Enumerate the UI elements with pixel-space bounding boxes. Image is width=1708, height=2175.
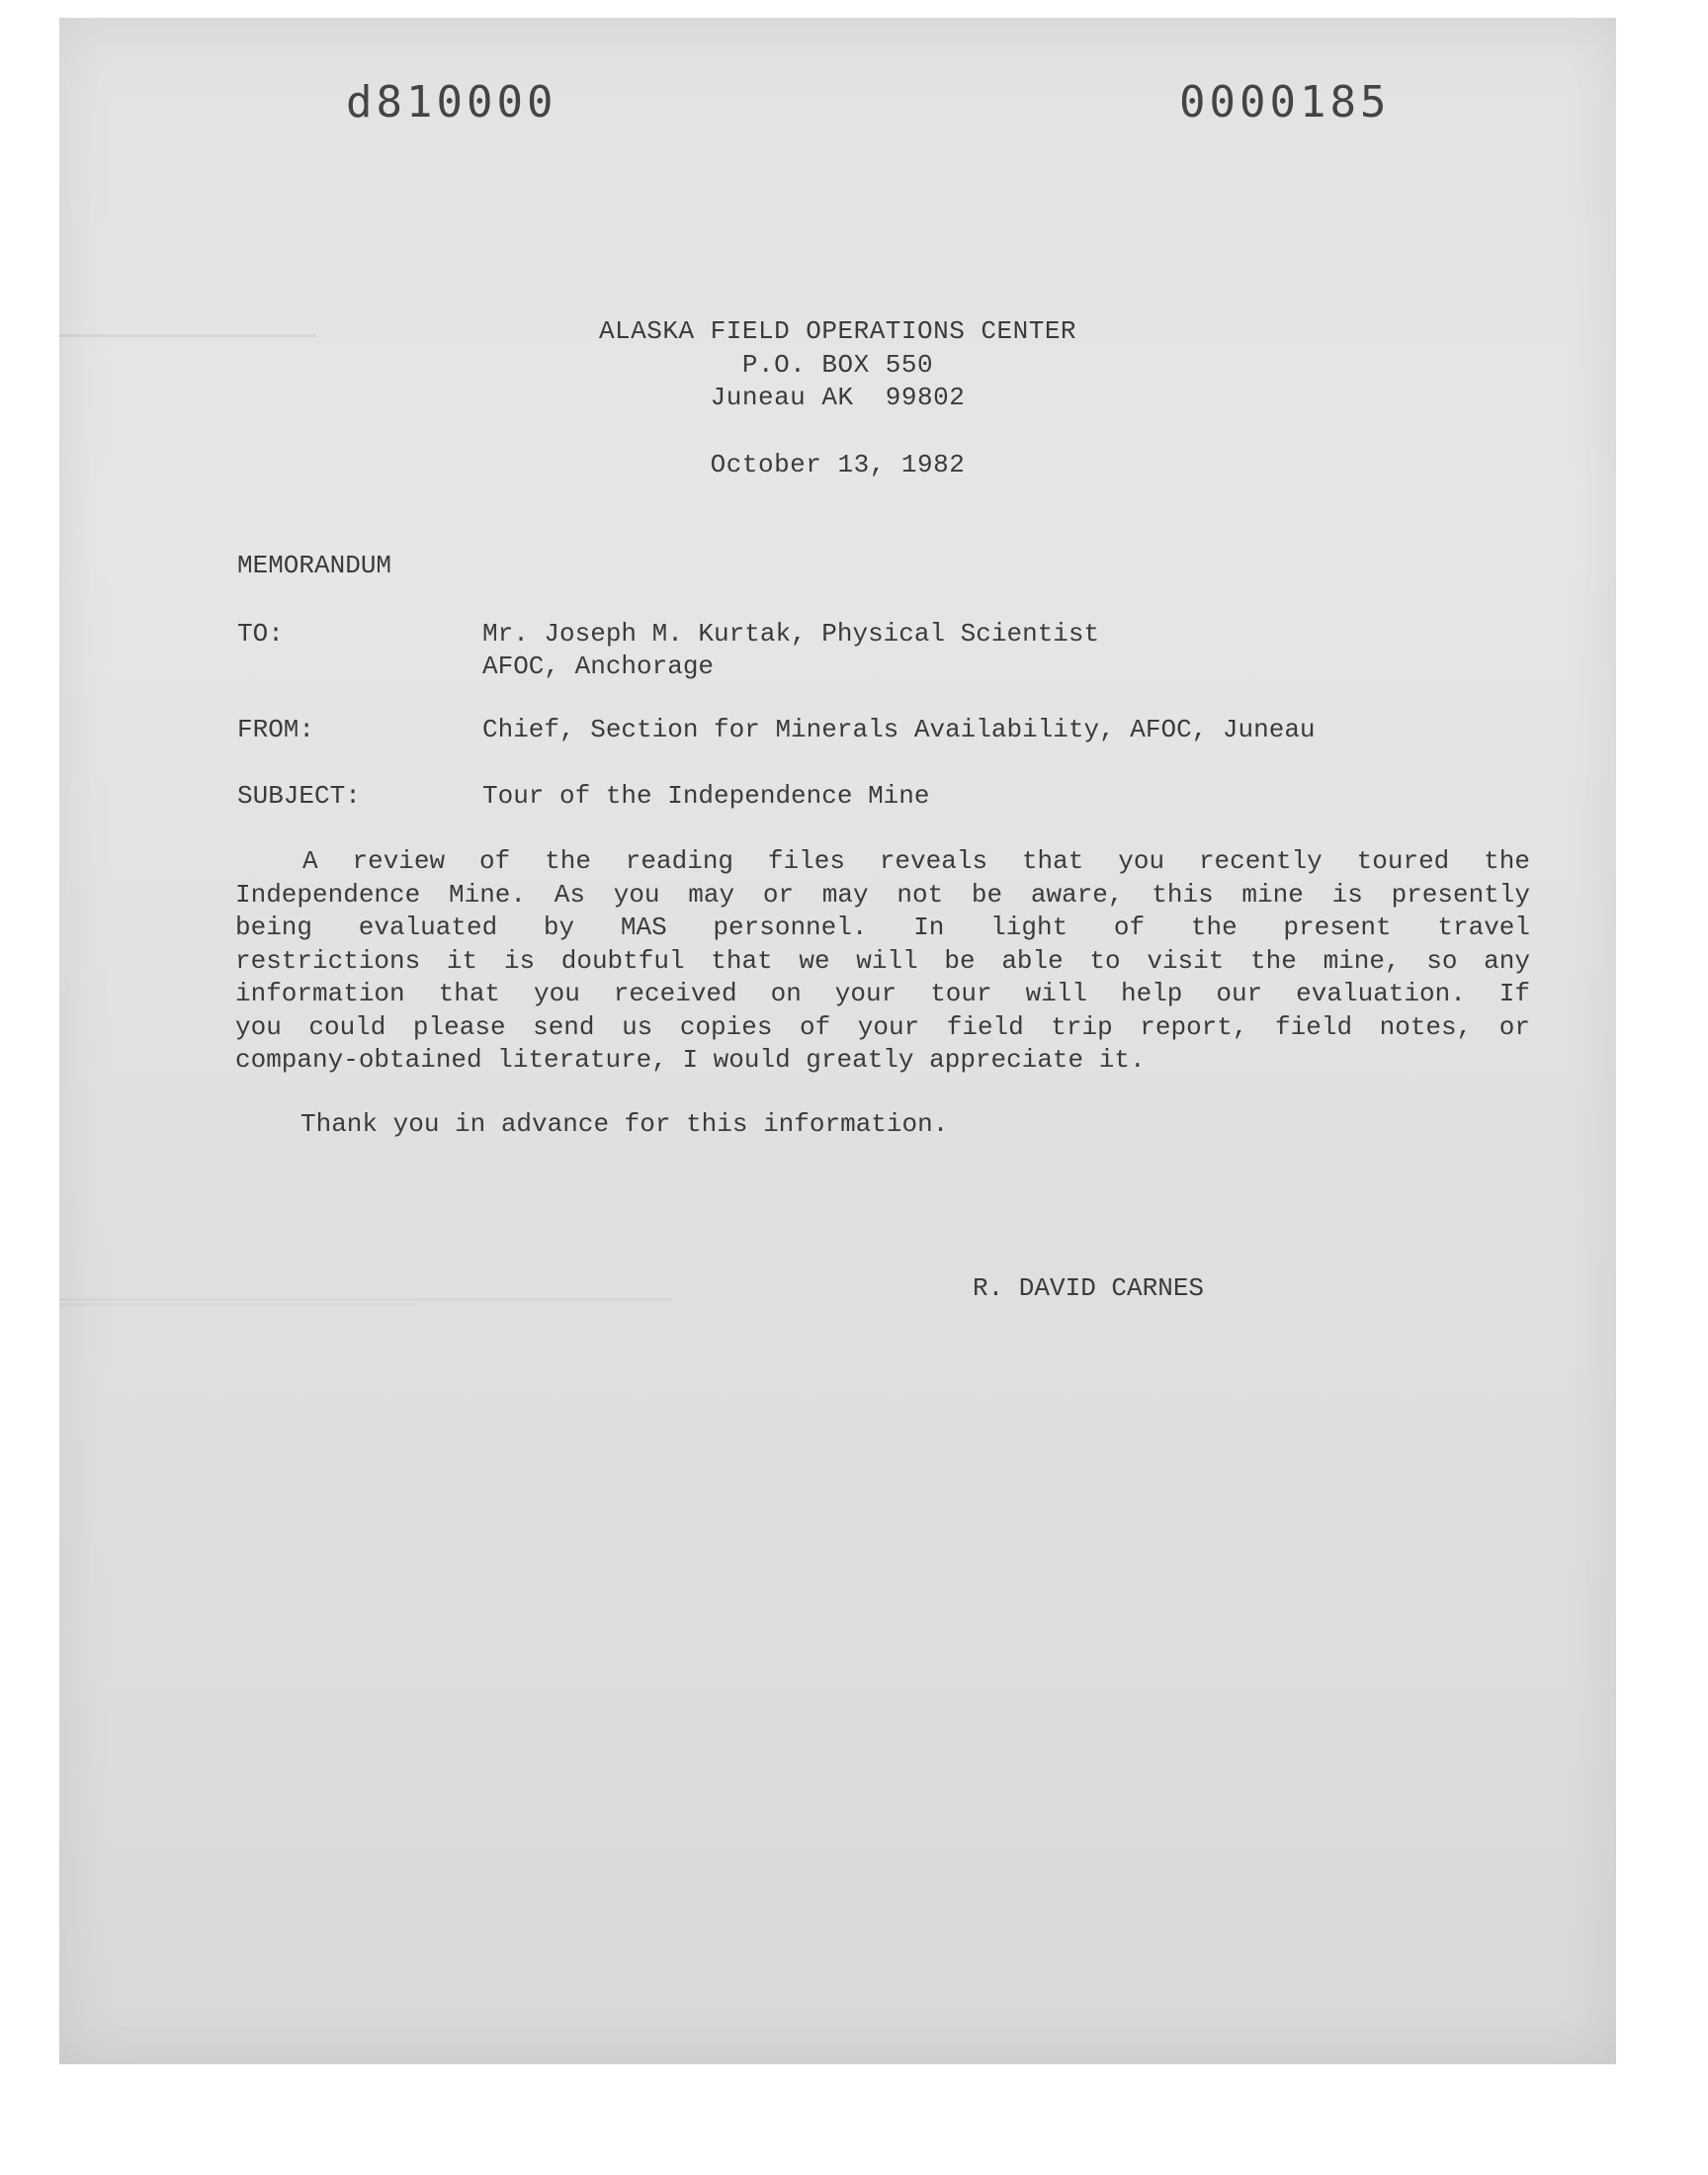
document-stamp-right: 0000185 <box>1179 77 1391 128</box>
scan-smudge <box>59 1303 415 1306</box>
scan-smudge <box>59 1298 672 1301</box>
memo-body <box>235 845 1530 1078</box>
signature-name: R. DAVID CARNES <box>973 1273 1205 1303</box>
body-line: being evaluated by MAS personnel. In light of the present travel <box>235 913 1530 942</box>
letterhead-city: Juneau AK 99802 <box>710 383 966 412</box>
document-stamp-left: d810000 <box>346 77 557 128</box>
body-line: information that you received on your tour will help our evaluation. If <box>235 979 1530 1008</box>
body-line: restrictions it is doubtful that we will be able to visit the mine, so any <box>235 945 1530 976</box>
body-line: A review of the reading files reveals that you recently toured the <box>302 846 1530 876</box>
to-label: TO: <box>237 619 284 649</box>
subject-label: SUBJECT: <box>237 781 361 811</box>
to-recipient: Mr. Joseph M. Kurtak, Physical Scientist <box>482 619 1100 649</box>
memo-type: MEMORANDUM <box>237 551 392 580</box>
to-office: AFOC, Anchorage <box>482 652 715 681</box>
from-sender: Chief, Section for Minerals Availability, AFOC, Juneau <box>482 715 1316 744</box>
memo-page <box>59 18 1616 2064</box>
body-line: you could please send us copies of your field trip report, field notes, or <box>235 1011 1530 1042</box>
from-label: FROM: <box>237 715 315 744</box>
memo-closing: Thank you in advance for this information. <box>300 1109 949 1139</box>
letterhead-org: ALASKA FIELD OPERATIONS CENTER <box>598 316 1077 346</box>
letterhead-po-box: P.O. BOX 550 <box>741 350 934 380</box>
memo-date: October 13, 1982 <box>710 450 966 479</box>
body-line: company-obtained literature, I would greatly appreciate it. <box>235 1045 1146 1075</box>
body-line: Independence Mine. As you may or may not be aware, this mine is presently <box>235 879 1530 910</box>
subject-value: Tour of the Independence Mine <box>482 781 930 811</box>
